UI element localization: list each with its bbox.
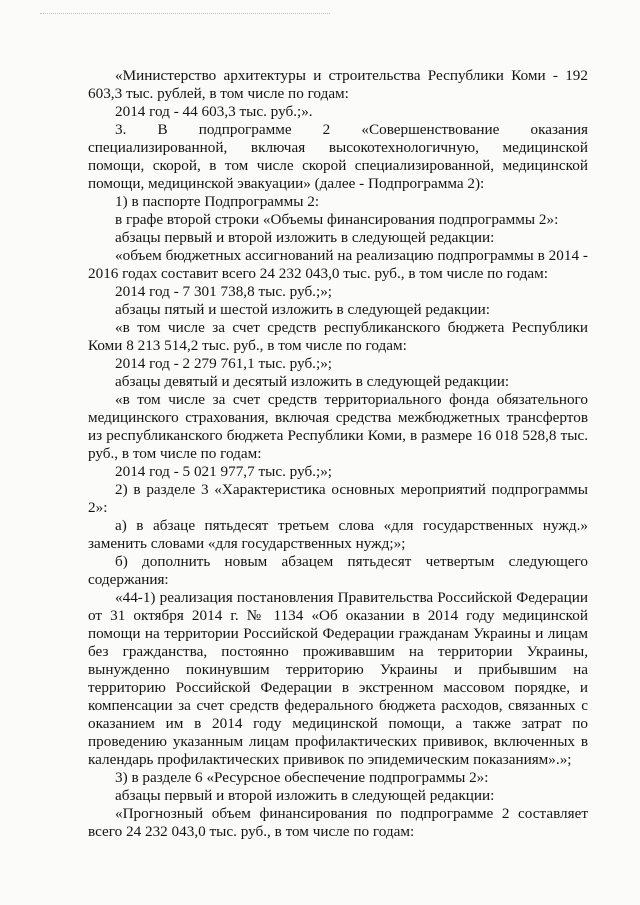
- scan-artifact: [40, 13, 330, 20]
- paragraph: абзацы девятый и десятый изложить в следующей редакции:: [115, 373, 510, 390]
- paragraph: абзацы пятый и шестой изложить в следующей редакции:: [115, 301, 490, 318]
- paragraph: б) дополнить новым абзацем пятьдесят четвертым следующего содержания:: [88, 553, 588, 588]
- paragraph: в графе второй строки «Объемы финансирования подпрограммы 2»:: [115, 211, 559, 228]
- document-body: [88, 67, 588, 841]
- paragraph: абзацы первый и второй изложить в следующей редакции:: [115, 229, 495, 246]
- paragraph: «в том числе за счет средств республиканского бюджета Республики Коми 8 213 514,2 тыс. руб., в том числе по годам:: [88, 319, 588, 354]
- paragraph: 2014 год - 5 021 977,7 тыс. руб.;»;: [115, 463, 333, 480]
- paragraph: 1) в паспорте Подпрограммы 2:: [115, 193, 320, 210]
- paragraph: 2014 год - 44 603,3 тыс. руб.;».: [115, 103, 313, 120]
- paragraph: 2014 год - 7 301 738,8 тыс. руб.;»;: [115, 283, 333, 300]
- paragraph: 2014 год - 2 279 761,1 тыс. руб.;»;: [115, 355, 333, 372]
- paragraph: 3. В подпрограмме 2 «Совершенствование оказания специализированной, включая высокотехнологичную, медицинской помощи, скорой, в том числе скорой специализированной, медицинской помощи, медицинской эвакуации» (далее - Подпрограмма 2):: [88, 121, 588, 192]
- paragraph: «объем бюджетных ассигнований на реализацию подпрограммы в 2014 - 2016 годах составит всего 24 232 043,0 тыс. руб., в том числе по годам:: [88, 247, 588, 282]
- paragraph: абзацы первый и второй изложить в следующей редакции:: [115, 787, 495, 804]
- paragraph: 2) в разделе 3 «Характеристика основных мероприятий подпрограммы 2»:: [88, 481, 588, 516]
- paragraph: «Министерство архитектуры и строительства Республики Коми - 192 603,3 тыс. рублей, в том числе по годам:: [88, 67, 588, 102]
- paragraph: «Прогнозный объем финансирования по подпрограмме 2 составляет всего 24 232 043,0 тыс. руб., в том числе по годам:: [88, 805, 588, 840]
- paragraph: «в том числе за счет средств территориального фонда обязательного медицинского страхования, включая средства межбюджетных трансфертов из республиканского бюджета Республики Коми, в размере 16 018 528,8 тыс. руб., в том числе по годам:: [88, 391, 588, 462]
- paragraph: «44-1) реализация постановления Правительства Российской Федерации от 31 октября 2014 г. № 1134 «Об оказании в 2014 году медицинской помощи на территории Российской Федерации гражданам Украины и лицам без гражданства, постоянно проживавшим на территории Украины, вынужденно покинувшим территорию Украины и прибывшим на территорию Российской Федерации в экстренном массовом порядке, и компенсации за счет средств федерального бюджета расходов, связанных с оказанием им в 2014 году медицинской помощи, а также затрат по проведению указанным лицам профилактических прививок, включенных в календарь профилактических прививок по эпидемическим показаниям».»;: [88, 589, 588, 768]
- paragraph: а) в абзаце пятьдесят третьем слова «для государственных нужд.» заменить словами «для государственных нужд;»;: [88, 517, 588, 552]
- paragraph: 3) в разделе 6 «Ресурсное обеспечение подпрограммы 2»:: [115, 769, 489, 786]
